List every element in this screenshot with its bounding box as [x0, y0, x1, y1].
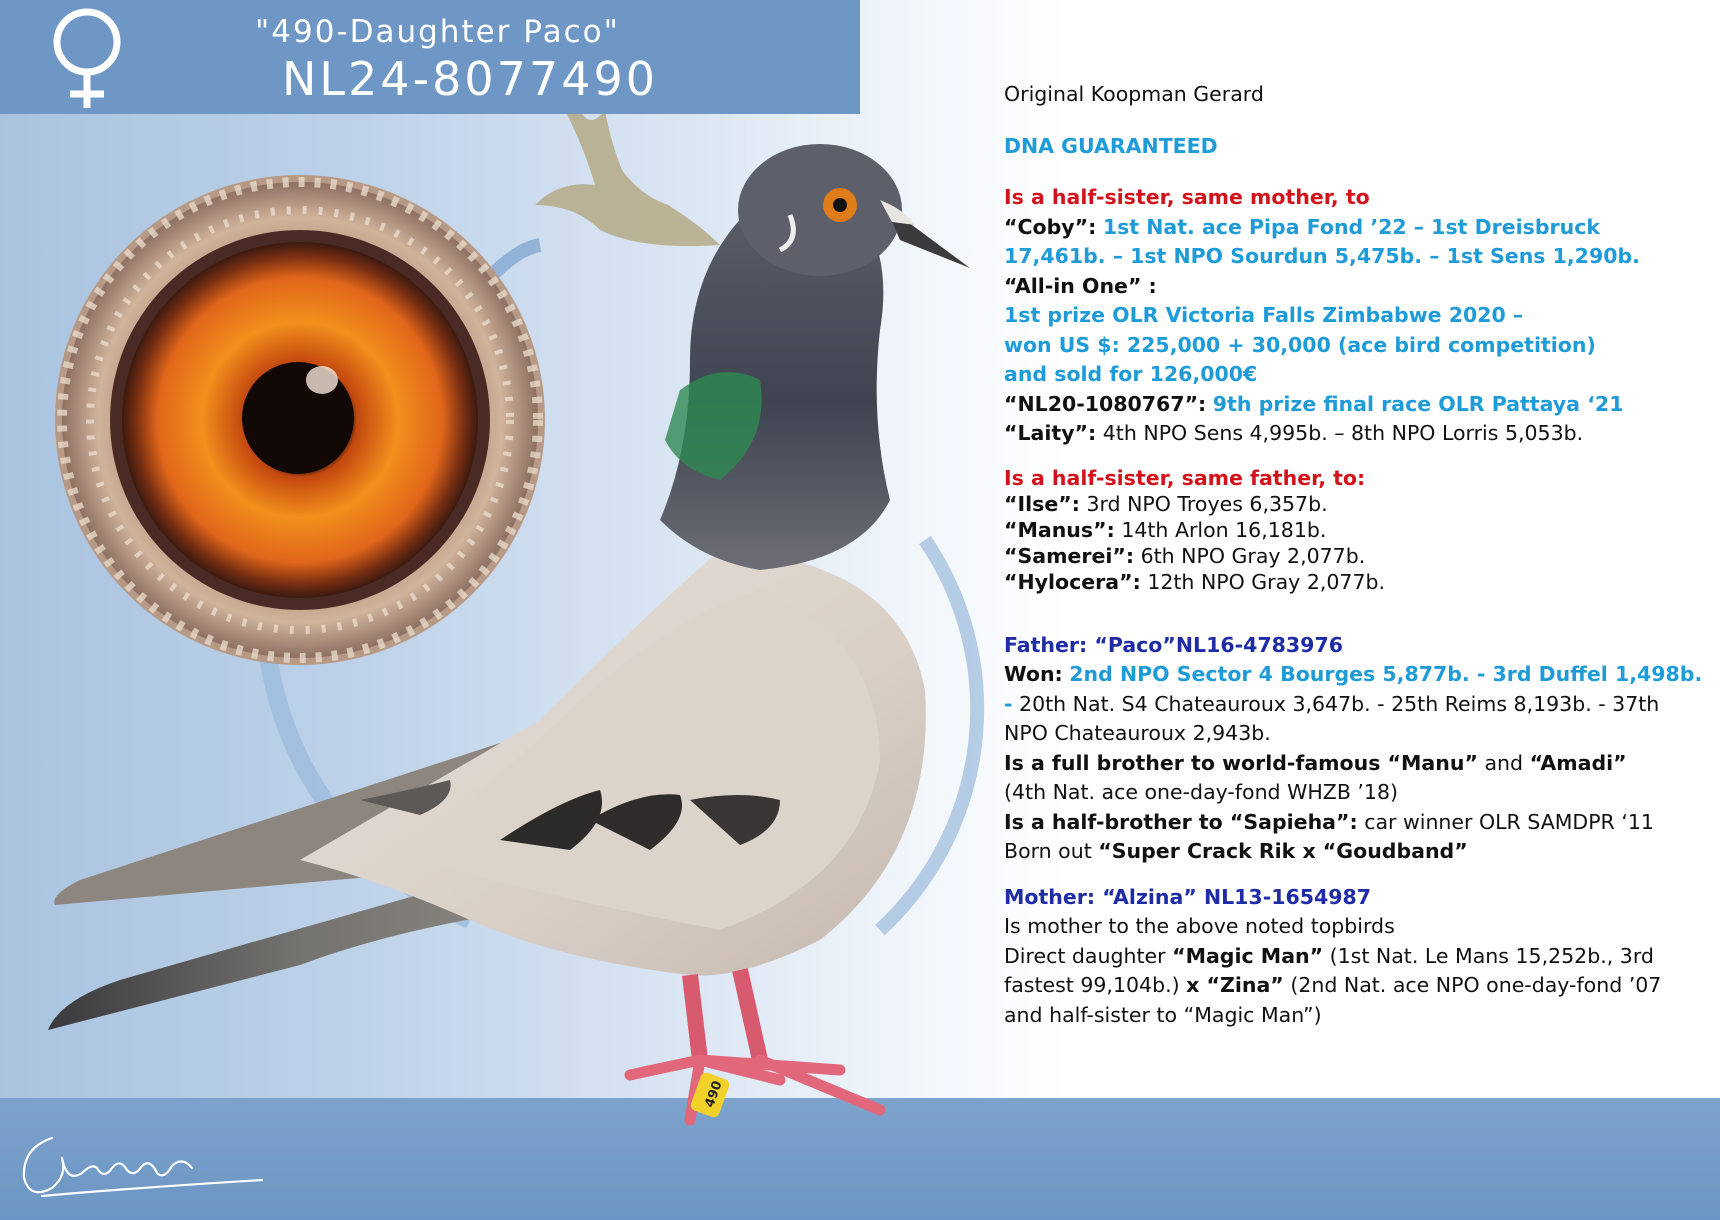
nl20-entry [1004, 390, 1704, 420]
father-heading: Father: “Paco”NL16-4783976 [1004, 632, 1343, 657]
laity-name: “Laity”: [1004, 421, 1097, 445]
coby-entry [1004, 213, 1704, 272]
leg-ring-number: 490 [702, 1079, 726, 1110]
sibling-name: “Samerei”: [1004, 543, 1135, 568]
half-brother-note: car winner OLR SAMDPR ‘11 [1364, 809, 1654, 834]
half-brother-line [1004, 808, 1704, 838]
pigeon-name: "490-Daughter Paco" [255, 14, 620, 50]
pedigree-text [1004, 80, 1704, 1030]
sibling-name: “Manus”: [1004, 517, 1115, 542]
mother-direct [1004, 942, 1704, 1031]
half-brother-label: Is a half-brother to “Sapieha”: [1004, 809, 1358, 834]
full-brother-and: and [1484, 750, 1524, 775]
full-brother-amadi: “Amadi” [1529, 750, 1627, 775]
all-in-one-name: “All-in One” : [1004, 273, 1157, 298]
full-brother-label: Is a full brother to world-famous “Manu” [1004, 750, 1478, 775]
pigeon-eye [55, 175, 545, 665]
venus-icon [42, 6, 132, 110]
half-sister-father-heading: Is a half-sister, same father, to: [1004, 465, 1366, 490]
nl20-name: “NL20-1080767”: [1004, 391, 1207, 416]
title-box [0, 0, 860, 114]
mother-heading: Mother: “Alzina” NL13-1654987 [1004, 884, 1372, 909]
father-won [1004, 660, 1704, 749]
magic-man: “Magic Man” [1172, 943, 1324, 968]
ring-number: NL24-8077490 [282, 52, 659, 106]
laity-entry [1004, 419, 1704, 449]
half-sister-mother-heading: Is a half-sister, same mother, to [1004, 185, 1370, 209]
sibling-achievement: 12th NPO Gray 2,077b. [1147, 569, 1386, 594]
original-line: Original Koopman Gerard [1004, 82, 1264, 106]
all-in-one-line3: and sold for 126,000€ [1004, 362, 1258, 386]
zina-note: (2nd Nat. ace NPO one-day-fond ’07 and half-sister to “Magic Man”) [1004, 973, 1662, 1027]
dna-guarantee: DNA GUARANTEED [1004, 133, 1218, 158]
sibling-achievement: 6th NPO Gray 2,077b. [1140, 543, 1366, 568]
won-label: Won: [1004, 662, 1063, 686]
won-rest: 20th Nat. S4 Chateauroux 3,647b. - 25th Reims 8,193b. - 37th NPO Chateauroux 2,943b. [1004, 691, 1660, 745]
mother-line1: Is mother to the above noted topbirds [1004, 914, 1395, 938]
all-in-one-line2: won US $: 225,000 + 30,000 (ace bird competition) [1004, 332, 1596, 357]
born-out-prefix: Born out [1004, 839, 1092, 863]
sibling-ilse [1004, 491, 1704, 517]
full-brother-line [1004, 749, 1704, 779]
born-out-parents: “Super Crack Rik x “Goudband” [1098, 839, 1468, 863]
full-brother-note: (4th Nat. ace one-day-fond WHZB ’18) [1004, 780, 1398, 804]
born-out-line [1004, 837, 1704, 867]
won-highlight: 2nd NPO Sector 4 Bourges 5,877b. - 3rd Duffel 1,498b. - [1004, 662, 1703, 716]
sibling-achievement: 14th Arlon 16,181b. [1121, 517, 1327, 542]
sibling-achievement: 3rd NPO Troyes 6,357b. [1086, 491, 1328, 516]
coby-achievements: 1st Nat. ace Pipa Fond ’22 – 1st Dreisbruck 17,461b. – 1st NPO Sourdun 5,475b. – 1st Sens 1,290b. [1004, 214, 1640, 268]
sibling-manus [1004, 517, 1704, 543]
x-zina: x “Zina” [1186, 973, 1284, 997]
flying-bird-silhouette [535, 110, 720, 246]
sibling-samerei [1004, 543, 1704, 569]
direct-prefix: Direct daughter [1004, 943, 1166, 968]
sibling-hylocera [1004, 569, 1704, 595]
nl20-achievement: 9th prize final race OLR Pattaya ‘21 [1212, 391, 1624, 416]
sibling-name: “Ilse”: [1004, 491, 1080, 516]
laity-achievement: 4th NPO Sens 4,995b. – 8th NPO Lorris 5,053b. [1102, 421, 1584, 445]
all-in-one-line1: 1st prize OLR Victoria Falls Zimbabwe 2020 – [1004, 303, 1524, 327]
sibling-name: “Hylocera”: [1004, 569, 1141, 594]
coby-name: “Coby”: [1004, 214, 1097, 239]
magic-man-note: (1st Nat. Le Mans 15,252b., 3rd fastest 99,104b.) [1004, 943, 1654, 997]
signature [12, 1118, 272, 1208]
